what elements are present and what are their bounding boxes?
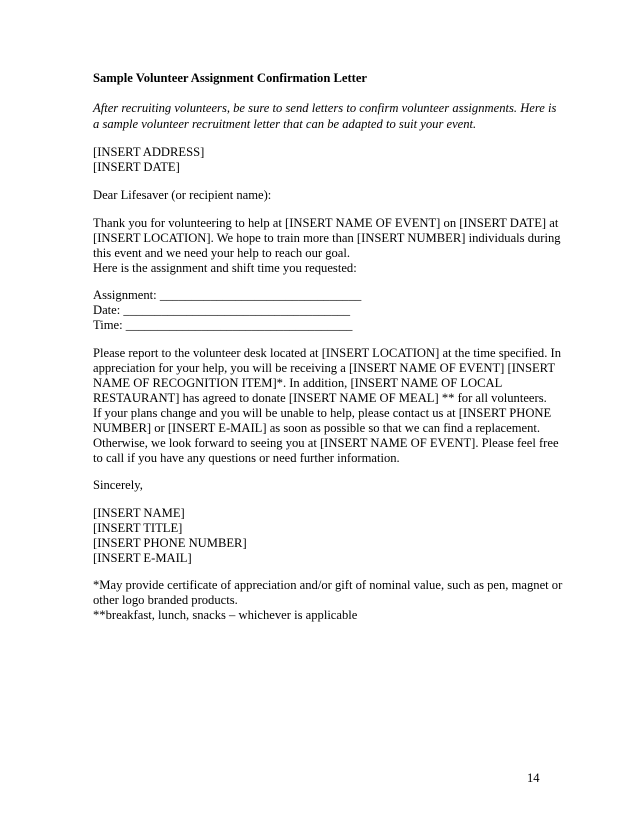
paragraph1-line-1: Thank you for volunteering to help at [INSERT NAME OF EVENT] on [INSERT DATE] at (93, 216, 559, 230)
page-number: 14 (527, 771, 540, 785)
paragraph1-line-4: Here is the assignment and shift time you requested: (93, 261, 357, 275)
paragraph1-line-2: [INSERT LOCATION]. We hope to train more than [INSERT NUMBER] individuals during (93, 231, 561, 245)
paragraph2-line-6: NUMBER] or [INSERT E-MAIL] as soon as possible so that we can find a replacement. (93, 421, 541, 435)
signature-email: [INSERT E-MAIL] (93, 551, 192, 565)
paragraph2-line-4: RESTAURANT] has agreed to donate [INSERT NAME OF MEAL] ** for all volunteers. (93, 391, 547, 405)
footnote-line-1: *May provide certificate of appreciation and/or gift of nominal value, such as pen, magnet or (93, 578, 563, 592)
paragraph2-line-8: to call if you have any questions or need further information. (93, 451, 400, 465)
assignment-field: Assignment: ________________________________ (93, 288, 362, 302)
date-field: [INSERT DATE] (93, 160, 180, 174)
signature-name: [INSERT NAME] (93, 506, 185, 520)
paragraph2-line-3: NAME OF RECOGNITION ITEM]*. In addition, [INSERT NAME OF LOCAL (93, 376, 503, 390)
closing: Sincerely, (93, 478, 143, 492)
paragraph2-line-1: Please report to the volunteer desk located at [INSERT LOCATION] at the time specified. In (93, 346, 561, 360)
date-form-field: Date: ____________________________________ (93, 303, 351, 317)
paragraph1-line-3: this event and we need your help to reach our goal. (93, 246, 351, 260)
intro-line-2: a sample volunteer recruitment letter that can be adapted to suit your event. (93, 117, 477, 131)
document-page (93, 0, 563, 826)
salutation: Dear Lifesaver (or recipient name): (93, 188, 272, 202)
footnote-line-3: **breakfast, lunch, snacks – whichever is applicable (93, 608, 358, 622)
paragraph2-line-5: If your plans change and you will be unable to help, please contact us at [INSERT PHONE (93, 406, 552, 420)
intro-line-1: After recruiting volunteers, be sure to send letters to confirm volunteer assignments. Here is (93, 101, 557, 115)
time-form-field: Time: ____________________________________ (93, 318, 353, 332)
document-title: Sample Volunteer Assignment Confirmation Letter (93, 71, 368, 85)
address-field: [INSERT ADDRESS] (93, 145, 205, 159)
paragraph2-line-2: appreciation for your help, you will be receiving a [INSERT NAME OF EVENT] [INSERT (93, 361, 556, 375)
paragraph2-line-7: Otherwise, we look forward to seeing you at [INSERT NAME OF EVENT]. Please feel free (93, 436, 559, 450)
footnote-line-2: other logo branded products. (93, 593, 238, 607)
signature-phone: [INSERT PHONE NUMBER] (93, 536, 247, 550)
signature-title: [INSERT TITLE] (93, 521, 183, 535)
